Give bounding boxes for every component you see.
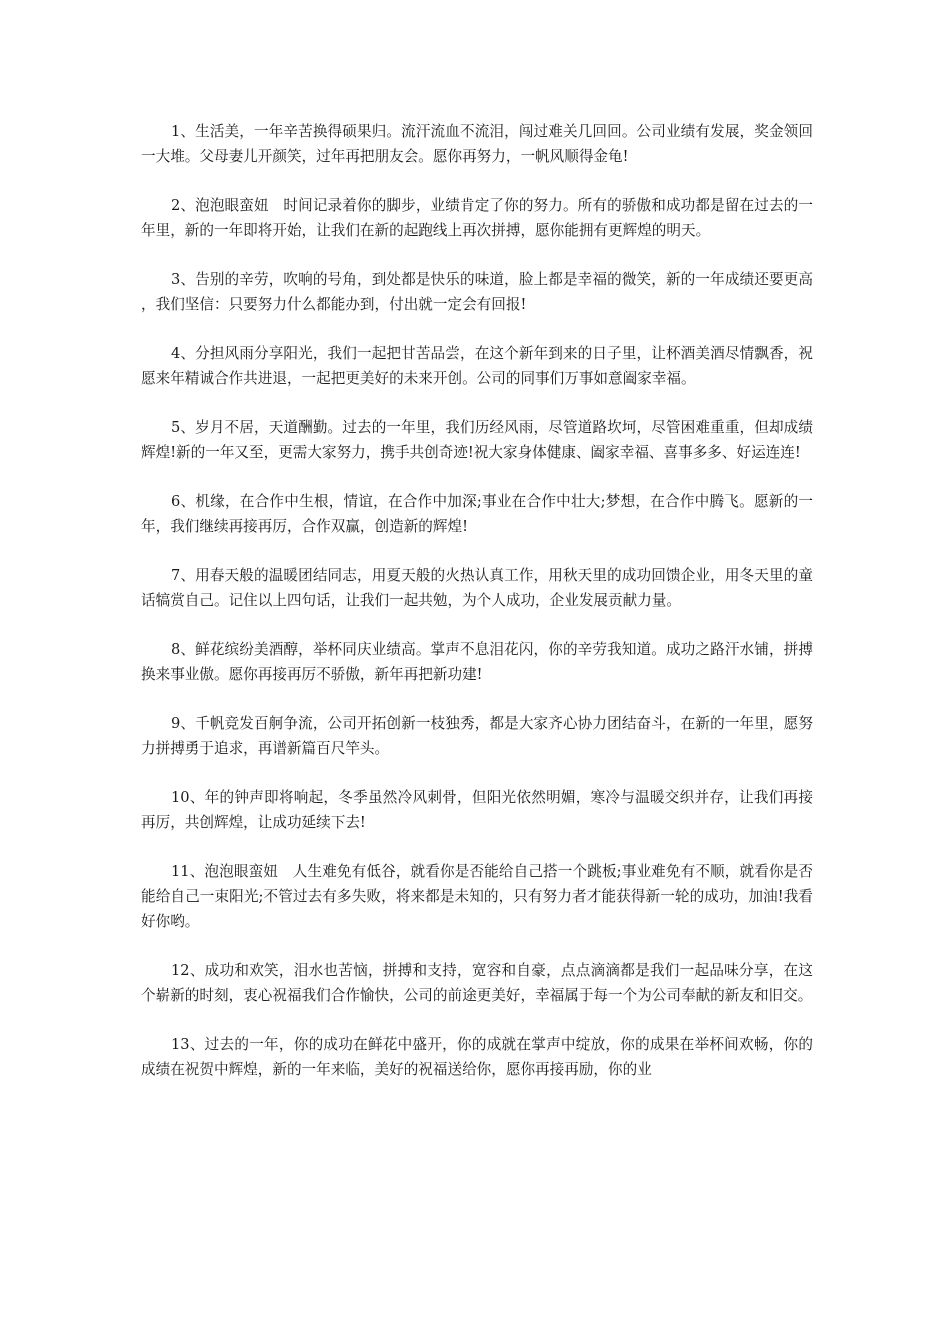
paragraph-10: 10、年的钟声即将响起，冬季虽然冷风刺骨，但阳光依然明媚，寒冷与温暖交织并存，让我们再接再厉，共创辉煌，让成功延续下去!: [141, 789, 813, 831]
paragraph-4: 4、分担风雨分享阳光，我们一起把甘苦品尝，在这个新年到来的日子里，让杯酒美酒尽情飘香，祝愿来年精诚合作共进退，一起把更美好的未来开创。公司的同事们万事如意阖家幸福。: [141, 345, 813, 387]
paragraph-1: 1、生活美，一年辛苦换得硕果归。流汗流血不流泪，闯过难关几回回。公司业绩有发展，奖金领回一大堆。父母妻儿开颜笑，过年再把朋友会。愿你再努力，一帆风顺得金龟!: [141, 123, 813, 165]
paragraph-6: 6、机缘，在合作中生根，情谊，在合作中加深;事业在合作中壮大;梦想，在合作中腾飞。愿新的一年，我们继续再接再厉，合作双赢，创造新的辉煌!: [141, 493, 813, 535]
paragraph-8: 8、鲜花缤纷美酒醇，举杯同庆业绩高。掌声不息泪花闪，你的辛劳我知道。成功之路汗水铺，拼搏换来事业傲。愿你再接再厉不骄傲，新年再把新功建!: [141, 641, 813, 683]
paragraph-9: 9、千帆竞发百舸争流，公司开拓创新一枝独秀，都是大家齐心协力团结奋斗，在新的一年里，愿努力拼搏勇于追求，再谱新篇百尺竿头。: [141, 715, 813, 757]
paragraph-11: 11、泡泡眼蛮妞 人生难免有低谷，就看你是否能给自己搭一个跳板;事业难免有不顺，就看你是否能给自己一束阳光;不管过去有多失败，将来都是未知的，只有努力者才能获得新一轮的成功，加油!我看好你哟。: [141, 863, 813, 930]
document-body: [141, 119, 813, 1106]
paragraph-13: 13、过去的一年，你的成功在鲜花中盛开，你的成就在掌声中绽放，你的成果在举杯间欢畅，你的成绩在祝贺中辉煌，新的一年来临，美好的祝福送给你，愿你再接再励，你的业: [141, 1036, 813, 1078]
paragraph-7: 7、用春天般的温暖团结同志，用夏天般的火热认真工作，用秋天里的成功回馈企业，用冬天里的童话犒赏自己。记住以上四句话，让我们一起共勉，为个人成功，企业发展贡献力量。: [141, 567, 813, 609]
paragraph-12: 12、成功和欢笑，泪水也苦恼，拼搏和支持，宽容和自豪，点点滴滴都是我们一起品味分享，在这个崭新的时刻，衷心祝福我们合作愉快，公司的前途更美好，幸福属于每一个为公司奉献的新友和旧交。: [141, 962, 813, 1004]
paragraph-2: 2、泡泡眼蛮妞 时间记录着你的脚步，业绩肯定了你的努力。所有的骄傲和成功都是留在过去的一年里，新的一年即将开始，让我们在新的起跑线上再次拼搏，愿你能拥有更辉煌的明天。: [141, 197, 813, 239]
paragraph-5: 5、岁月不居，天道酬勤。过去的一年里，我们历经风雨，尽管道路坎坷，尽管困难重重，但却成绩辉煌!新的一年又至，更需大家努力，携手共创奇迹!祝大家身体健康、阖家幸福、喜事多多、好运连连!: [141, 419, 813, 461]
paragraph-3: 3、告别的辛劳，吹响的号角，到处都是快乐的味道，脸上都是幸福的微笑，新的一年成绩还要更高，我们坚信：只要努力什么都能办到，付出就一定会有回报!: [141, 271, 813, 313]
